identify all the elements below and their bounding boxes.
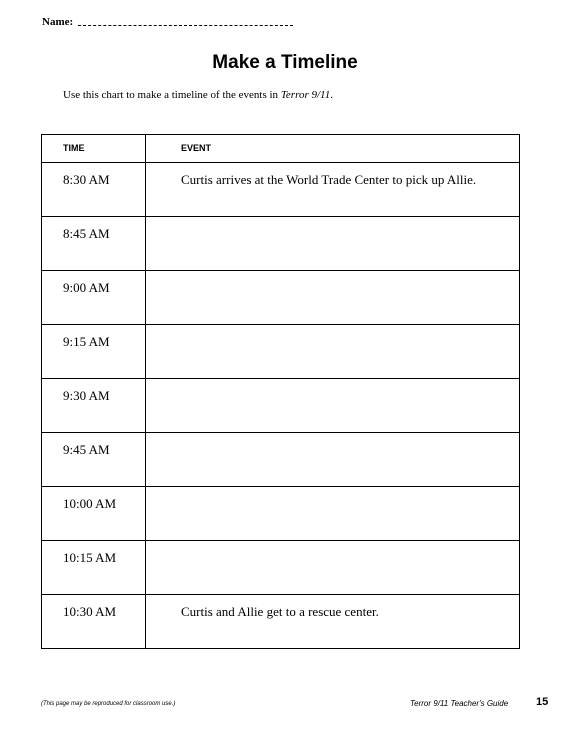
instructions (63, 89, 333, 101)
event-cell[interactable] (146, 325, 520, 379)
time-cell: 10:00 AM (42, 487, 146, 541)
reproduction-note: (This page may be reproduced for classroom use.) (41, 701, 176, 707)
time-cell: 8:45 AM (42, 217, 146, 271)
event-cell[interactable] (146, 379, 520, 433)
table-row (42, 325, 520, 379)
time-cell: 9:45 AM (42, 433, 146, 487)
table-row (42, 217, 520, 271)
time-cell: 8:30 AM (42, 163, 146, 217)
time-column-header: TIME (42, 135, 146, 163)
time-cell: 9:00 AM (42, 271, 146, 325)
table-row (42, 595, 520, 649)
guide-title: Terror 9/11 Teacher's Guide (410, 699, 509, 708)
page-number: 15 (536, 696, 549, 708)
table-row (42, 379, 520, 433)
event-cell[interactable] (146, 217, 520, 271)
table-row (42, 163, 520, 217)
table-header-row (42, 135, 520, 163)
table-row (42, 271, 520, 325)
event-cell[interactable]: Curtis arrives at the World Trade Center to pick up Allie. (146, 163, 520, 217)
table-row (42, 541, 520, 595)
event-column-header: EVENT (146, 135, 520, 163)
event-cell[interactable]: Curtis and Allie get to a rescue center. (146, 595, 520, 649)
table-row (42, 487, 520, 541)
name-field-line (78, 25, 293, 26)
event-cell[interactable] (146, 541, 520, 595)
time-cell: 9:30 AM (42, 379, 146, 433)
event-cell[interactable] (146, 271, 520, 325)
table-row (42, 433, 520, 487)
event-cell[interactable] (146, 433, 520, 487)
name-label: Name: (42, 16, 74, 28)
event-cell[interactable] (146, 487, 520, 541)
time-cell: 10:30 AM (42, 595, 146, 649)
instructions-end: . (330, 89, 333, 101)
instructions-text: Use this chart to make a timeline of the events in (63, 89, 281, 101)
book-title: Terror 9/11 (280, 89, 331, 101)
timeline-table (41, 134, 520, 649)
time-cell: 10:15 AM (42, 541, 146, 595)
time-cell: 9:15 AM (42, 325, 146, 379)
page-title: Make a Timeline (212, 52, 358, 73)
